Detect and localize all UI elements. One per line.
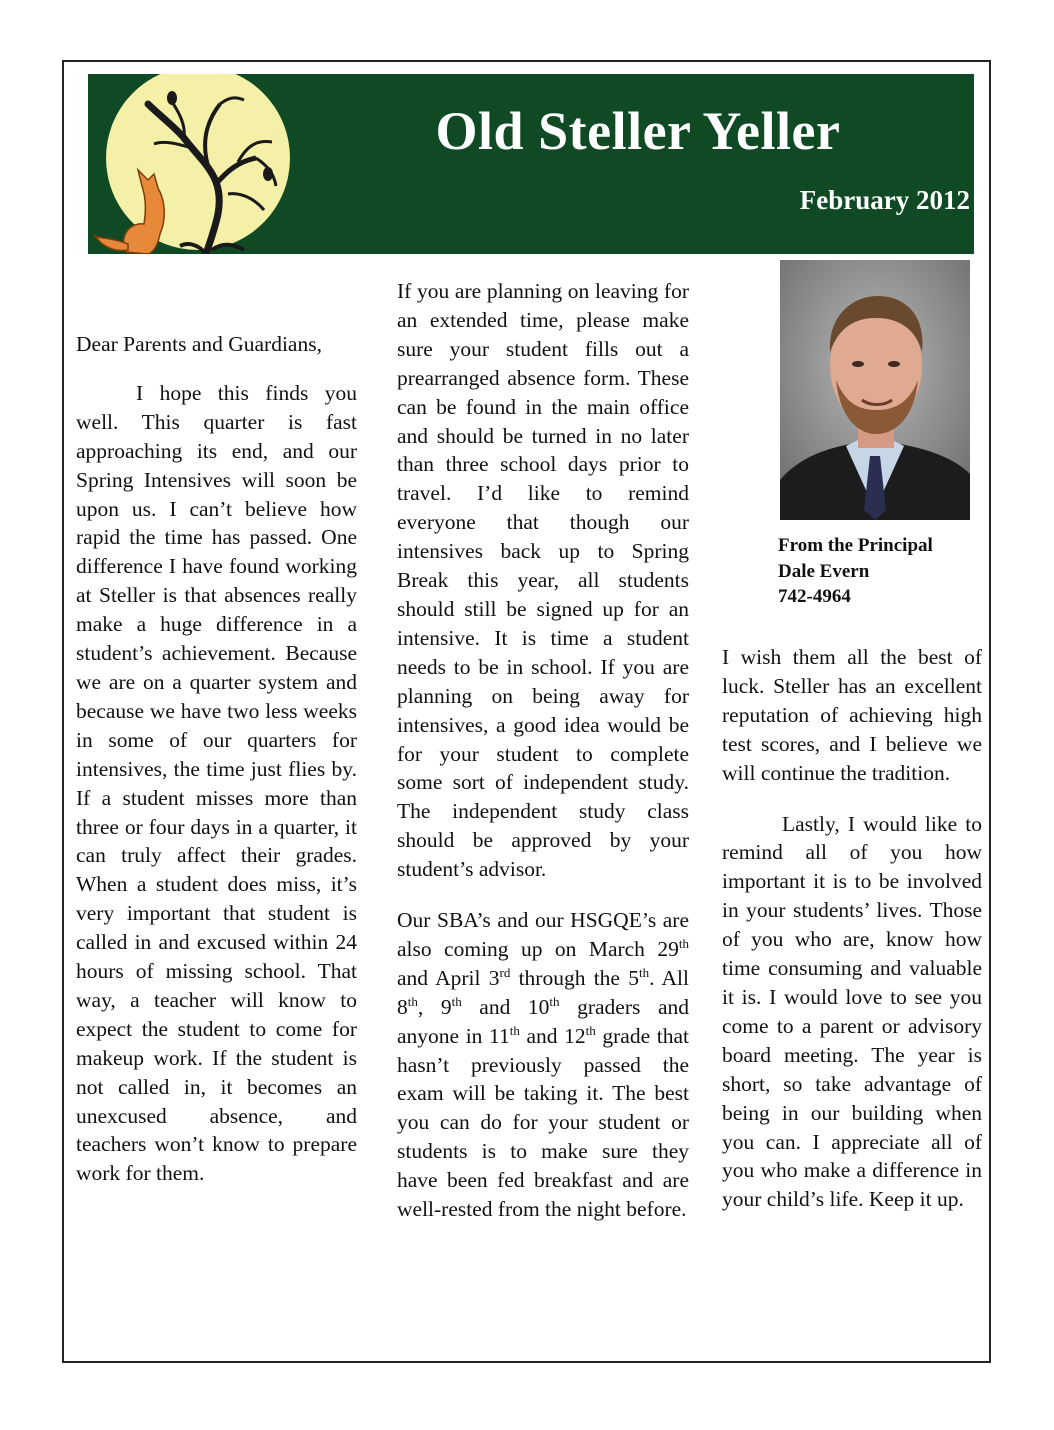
column-middle bbox=[397, 277, 689, 1224]
principal-phone: 742-4964 bbox=[778, 586, 851, 607]
column-left bbox=[76, 330, 357, 1188]
principal-heading: From the Principal bbox=[778, 535, 933, 556]
principal-caption bbox=[778, 533, 933, 610]
column-right bbox=[722, 643, 982, 1214]
issue-date: February 2012 bbox=[799, 185, 970, 215]
paragraph-best-wishes: I wish them all the best of luck. Steller has an excellent reputation of achieving high test scores, and I believe we will continue the tradition. bbox=[722, 645, 982, 785]
newsletter-title: Old Steller Yeller bbox=[435, 101, 841, 161]
principal-photo bbox=[780, 260, 970, 520]
paragraph-testing: Our SBA’s and our HSGQE’s are also coming up on March 29th and April 3rd through the 5th. All 8th, 9th and 10th graders and anyone in 11th and 12th grade that hasn’t previously passed the exam will be taking it. The best you can do for your student or students is to make sure they have been fed breakfast and are well-rested from the night before. bbox=[397, 908, 689, 1222]
salutation: Dear Parents and Guardians, bbox=[76, 332, 322, 356]
paragraph-absence-form: If you are planning on leaving for an extended time, please make sure your student fills out a prearranged absence form. These can be found in the main office and should be turned in no later than three school days prior to travel. I’d like to remind everyone that though our intensives back up to Spring Break this year, all students should still be signed up for an intensive. It is time a student needs to be in school. If you are planning on being away for intensives, a good idea would be for your student to complete some sort of independent study. The independent study class should be approved by your student’s advisor. bbox=[397, 279, 689, 882]
paragraph-absences: I hope this finds you well. This quarter is fast approaching its end, and our Spring Intensives will soon be upon us. I can’t believe how rapid the time has passed. One difference I have found working at Steller is that absences really make a huge difference in a student’s achievement. Because we are on a quarter system and because we have two less weeks in some of our quarters for intensives, the time just flies by. If a student misses more than three or four days in a quarter, it can truly affect their grades. When a student does miss, it’s very important that student is called in and excused within 24 hours of missing school. That way, a teacher will know to expect the student to come for makeup work. If the student is not called in, it becomes an unexcused absence, and teachers won’t know to prepare work for them. bbox=[76, 380, 357, 1186]
principal-name: Dale Evern bbox=[778, 560, 870, 582]
paragraph-involvement: Lastly, I would like to remind all of you how important it is to be involved in your students’ lives. Those of you who are, know how time consuming and valuable it is. I would love to see you come to a parent or advisory board meeting. The year is short, so take advantage of being in our building when you can. I appreciate all of you who make a difference in your child’s life. Keep it up. bbox=[722, 811, 982, 1212]
coyote-moon-logo bbox=[88, 74, 294, 254]
masthead bbox=[88, 74, 974, 254]
